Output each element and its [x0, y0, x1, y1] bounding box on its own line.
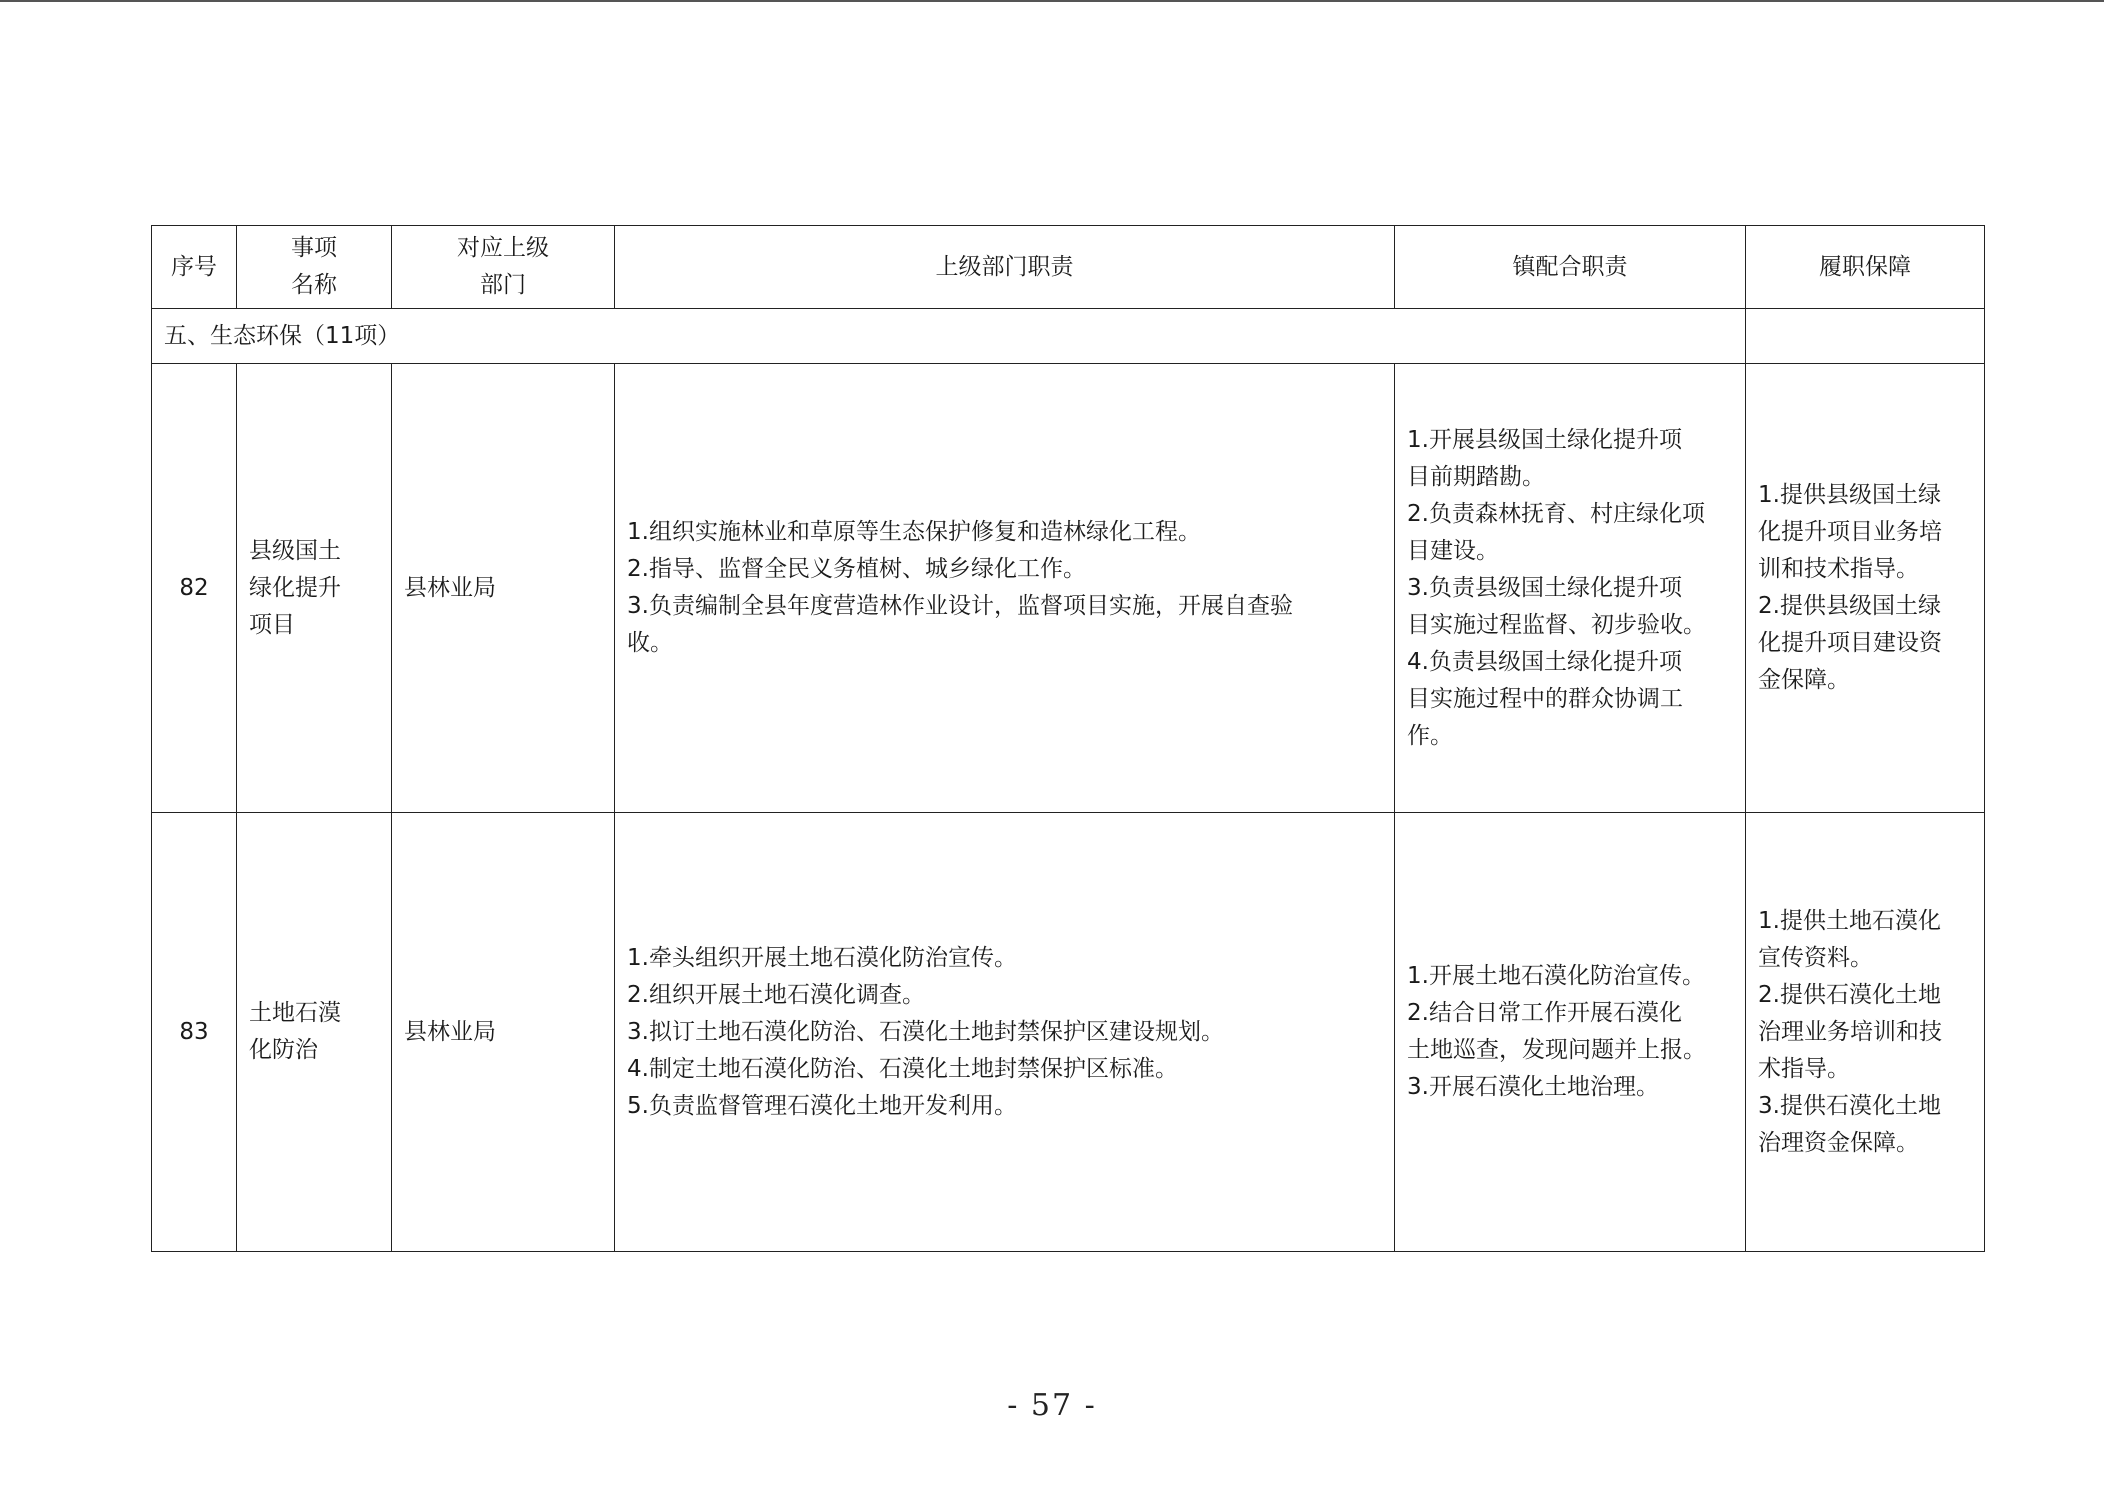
cell-line: 土地石漠 — [249, 1000, 341, 1026]
cell-line: 1.提供土地石漠化 — [1758, 907, 1941, 934]
cell-line: 治理业务培训和技 — [1758, 1018, 1942, 1045]
cell-line: 3.开展石漠化土地治理。 — [1407, 1074, 1659, 1100]
cell-line: 1.开展土地石漠化防治宣传。 — [1407, 963, 1705, 989]
table-header-row — [152, 226, 1985, 309]
cell-line: 绿化提升 — [249, 574, 341, 601]
cell-line: 治理资金保障。 — [1758, 1129, 1919, 1156]
cell-line: 土地巡查，发现问题并上报。 — [1407, 1037, 1706, 1063]
cell-line: 1.开展县级国土绿化提升项 — [1407, 426, 1682, 453]
cell-line: 3.负责县级国土绿化提升项 — [1407, 574, 1682, 601]
section-title: 五、生态环保（11项） — [152, 309, 1746, 364]
cell-line: 3.提供石漠化土地 — [1758, 1092, 1941, 1119]
row-dept: 县林业局 — [392, 813, 615, 1252]
row-dept: 县林业局 — [392, 364, 615, 813]
page-number: - 57 - — [1007, 1388, 1097, 1423]
row-seq: 83 — [152, 813, 237, 1252]
cell-line: 化防治 — [249, 1037, 318, 1063]
header-item-name — [237, 226, 392, 309]
row-coop — [1395, 813, 1746, 1252]
row-duty — [615, 364, 1395, 813]
section-row — [152, 309, 1985, 364]
cell-line: 1.提供县级国土绿 — [1758, 482, 1941, 508]
cell-line: 目前期踏勘。 — [1407, 463, 1545, 490]
duties-table — [151, 225, 1985, 1252]
cell-line: 化提升项目建设资 — [1758, 630, 1942, 656]
cell-line: 2.指导、监督全民义务植树、城乡绿化工作。 — [627, 556, 1086, 582]
section-empty-cell — [1746, 309, 1985, 364]
table-row — [152, 813, 1985, 1252]
header-guarantee: 履职保障 — [1746, 226, 1985, 309]
cell-line: 2.提供县级国土绿 — [1758, 593, 1941, 619]
row-guarantee — [1746, 364, 1985, 813]
row-guarantee — [1746, 813, 1985, 1252]
header-dept-line: 对应上级 — [457, 235, 549, 261]
cell-line: 1.牵头组织开展土地石漠化防治宣传。 — [627, 944, 1017, 971]
cell-line: 2.结合日常工作开展石漠化 — [1407, 1000, 1682, 1026]
cell-line: 术指导。 — [1758, 1055, 1850, 1082]
cell-line: 训和技术指导。 — [1758, 556, 1919, 582]
cell-line: 目建设。 — [1407, 537, 1499, 564]
cell-line: 目实施过程中的群众协调工 — [1407, 685, 1683, 712]
cell-line: 3.拟订土地石漠化防治、石漠化土地封禁保护区建设规划。 — [627, 1018, 1224, 1045]
cell-line: 2.负责森林抚育、村庄绿化项 — [1407, 500, 1705, 527]
page-top-border — [0, 0, 2104, 2]
header-duty: 上级部门职责 — [615, 226, 1395, 309]
header-seq: 序号 — [152, 226, 237, 309]
table-row — [152, 364, 1985, 813]
cell-line: 1.组织实施林业和草原等生态保护修复和造林绿化工程。 — [627, 519, 1201, 545]
cell-line: 收。 — [627, 630, 673, 656]
cell-line: 4.负责县级国土绿化提升项 — [1407, 648, 1682, 675]
cell-line: 2.提供石漠化土地 — [1758, 981, 1941, 1008]
cell-line: 化提升项目业务培 — [1758, 519, 1942, 545]
row-item-name — [237, 813, 392, 1252]
cell-line: 宣传资料。 — [1758, 944, 1873, 971]
cell-line: 县级国土 — [249, 537, 341, 564]
row-coop — [1395, 364, 1746, 813]
cell-line: 3.负责编制全县年度营造林作业设计，监督项目实施，开展自查验 — [627, 593, 1293, 619]
header-item-name-line: 名称 — [291, 272, 337, 298]
row-duty — [615, 813, 1395, 1252]
cell-line: 金保障。 — [1758, 667, 1850, 693]
cell-line: 作。 — [1407, 722, 1453, 749]
row-item-name — [237, 364, 392, 813]
cell-line: 2.组织开展土地石漠化调查。 — [627, 981, 925, 1008]
cell-line: 5.负责监督管理石漠化土地开发利用。 — [627, 1092, 1017, 1119]
cell-line: 目实施过程监督、初步验收。 — [1407, 611, 1706, 638]
header-coop: 镇配合职责 — [1395, 226, 1746, 309]
cell-line: 项目 — [249, 611, 295, 638]
cell-line: 4.制定土地石漠化防治、石漠化土地封禁保护区标准。 — [627, 1055, 1178, 1082]
header-dept — [392, 226, 615, 309]
row-seq: 82 — [152, 364, 237, 813]
header-item-name-line: 事项 — [291, 235, 337, 261]
header-dept-line: 部门 — [480, 272, 526, 298]
